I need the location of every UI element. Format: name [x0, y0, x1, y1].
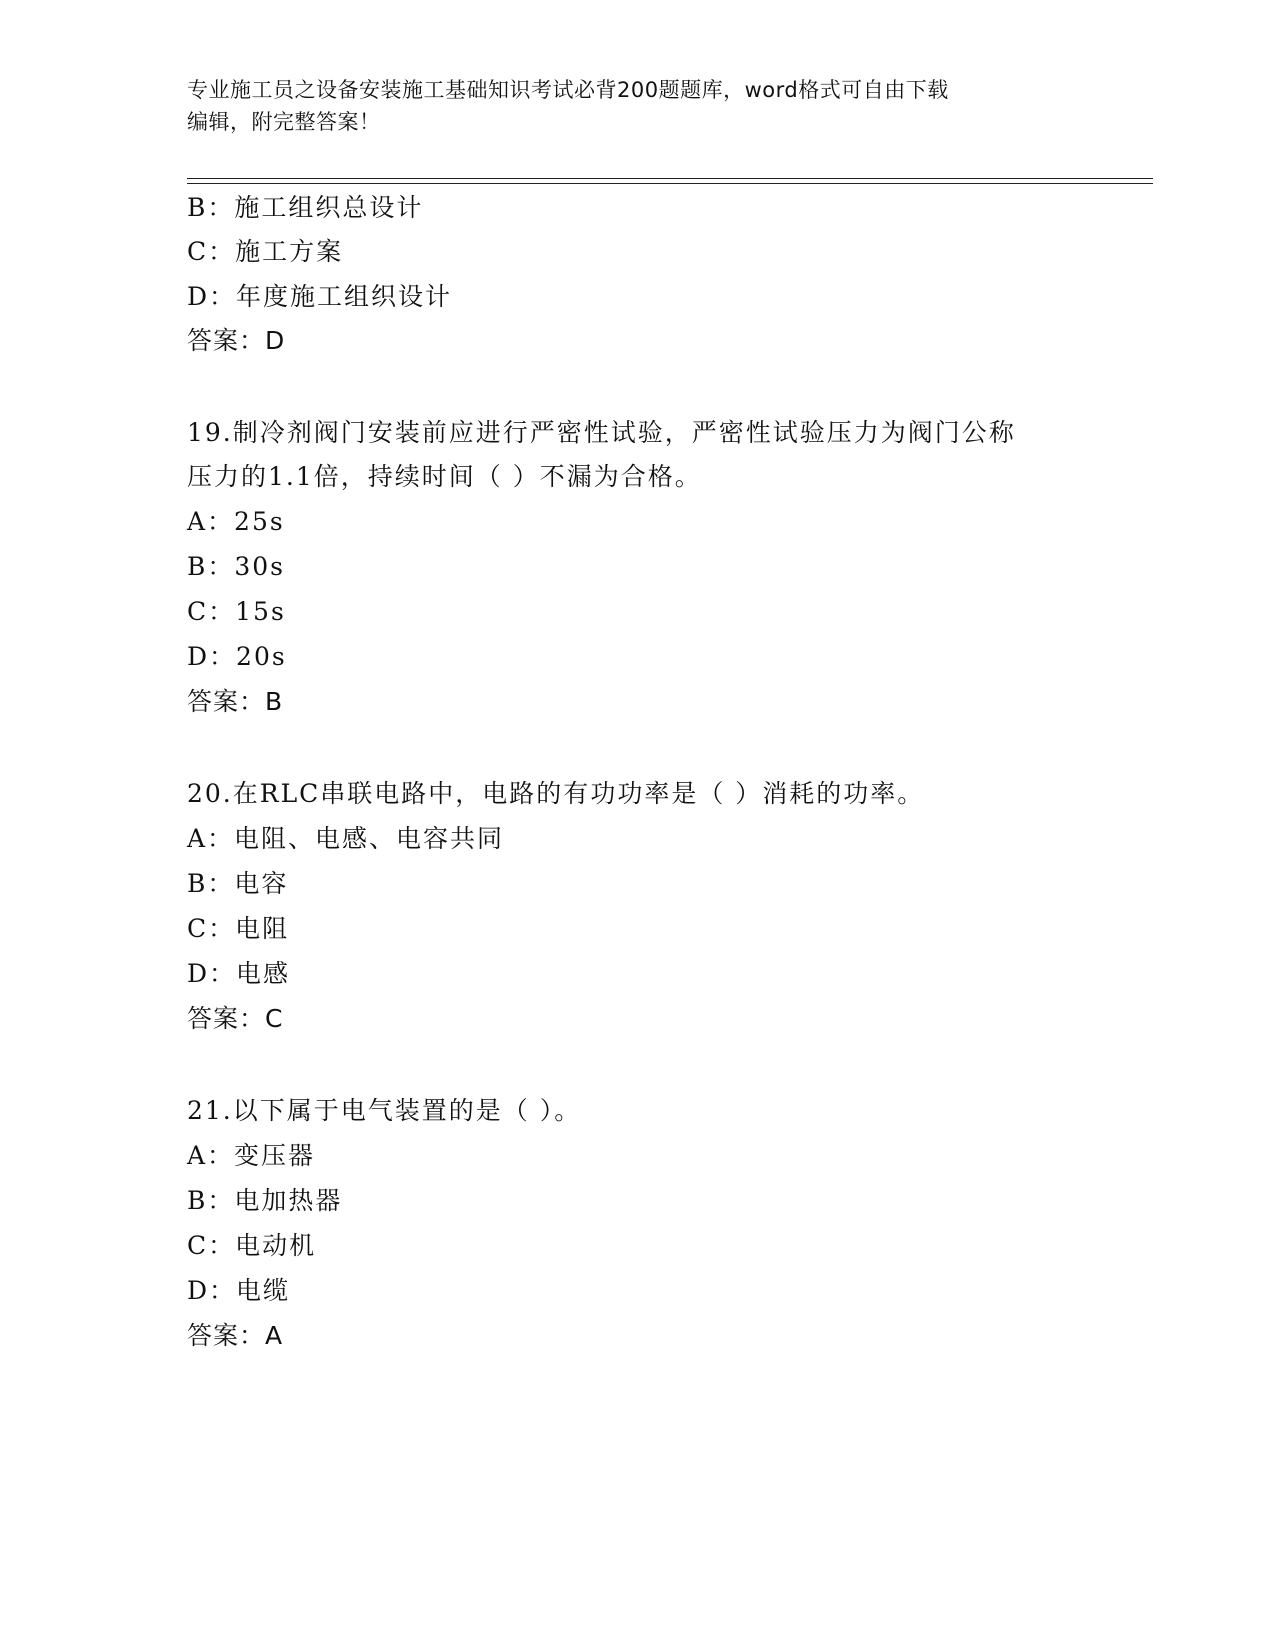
q21-option-d: D：电缆	[187, 1276, 291, 1305]
q19-option-a: A：25s	[187, 507, 285, 536]
q18-option-c: C：施工方案	[187, 237, 344, 266]
document-header	[187, 74, 1077, 138]
header-line-2: 编辑，附完整答案！	[187, 110, 381, 134]
q18-answer: 答案：D	[187, 326, 286, 355]
q19-stem-line-1: 19.制冷剂阀门安装前应进行严密性试验，严密性试验压力为阀门公称	[187, 418, 1016, 447]
q20-option-a: A：电阻、电感、电容共同	[187, 824, 505, 853]
q21-option-c: C：电动机	[187, 1231, 317, 1260]
header-line-1: 专业施工员之设备安装施工基础知识考试必背200题题库，word格式可自由下载	[187, 78, 949, 102]
q19-option-d: D：20s	[187, 642, 287, 671]
q20-option-d: D：电感	[187, 959, 291, 988]
q18-option-b: B：施工组织总设计	[187, 193, 424, 222]
q21-answer: 答案：A	[187, 1321, 284, 1350]
q20-answer: 答案：C	[187, 1004, 284, 1033]
q20-stem: 20.在RLC串联电路中，电路的有功功率是（ ）消耗的功率。	[187, 779, 925, 808]
q19-option-c: C：15s	[187, 597, 286, 626]
q19-stem-line-2: 压力的1.1倍，持续时间（ ）不漏为合格。	[187, 462, 702, 491]
q21-stem: 21.以下属于电气装置的是（ ）。	[187, 1096, 582, 1125]
q20-option-b: B：电容	[187, 869, 289, 898]
q20-option-c: C：电阻	[187, 914, 290, 943]
q21-option-b: B：电加热器	[187, 1186, 343, 1215]
q19-option-b: B：30s	[187, 552, 286, 581]
q18-option-d: D：年度施工组织设计	[187, 282, 453, 311]
header-divider-top	[187, 178, 1153, 179]
q21-option-a: A：变压器	[187, 1141, 316, 1170]
q19-answer: 答案：B	[187, 687, 284, 716]
header-divider-bottom	[187, 183, 1153, 184]
